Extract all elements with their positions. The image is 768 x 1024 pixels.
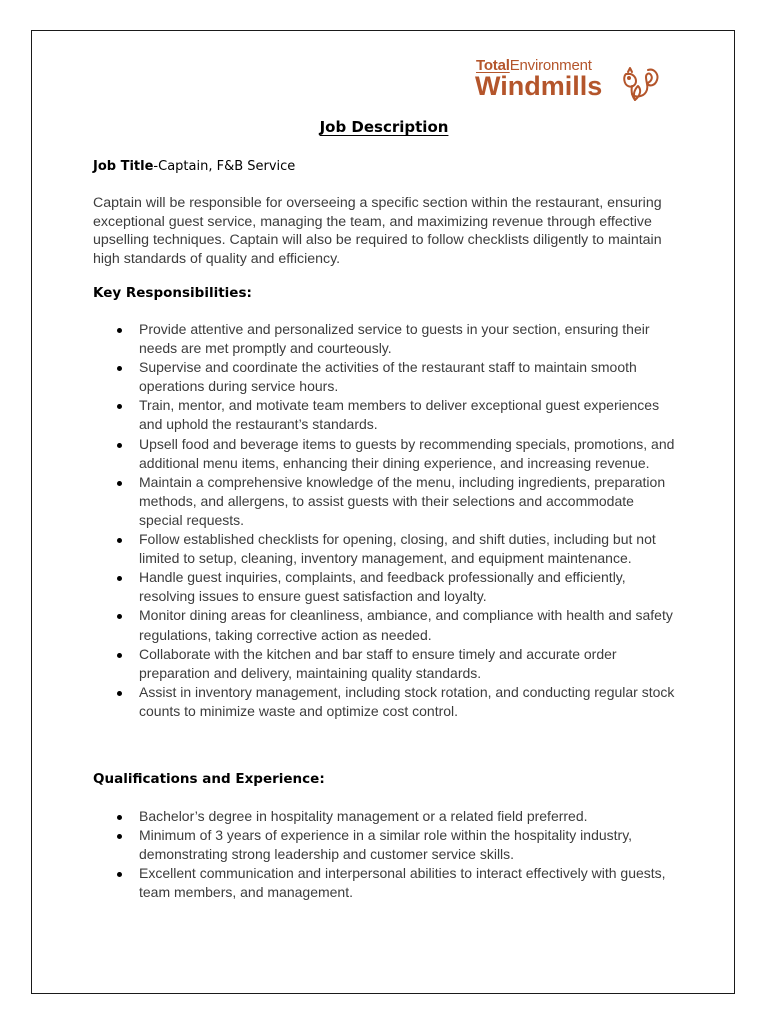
bullet-icon [117,691,122,696]
logo-wordmark-main: Windmills [475,71,603,101]
company-logo [470,52,670,118]
bullet-icon [117,872,122,877]
bullet-icon [117,443,122,448]
bullet-icon [117,614,122,619]
qualification-item: Bachelor’s degree in hospitality management or a related field preferred. [0,807,768,826]
responsibilities-list [0,320,768,721]
logo-wordmark-top: TotalEnvironment [476,57,592,74]
responsibility-item: Provide attentive and personalized service to guests in your section, ensuring their needs are met promptly and courteously. [0,320,768,358]
responsibility-item: Train, mentor, and motivate team members to deliver exceptional guest experiences and uphold the restaurant’s standards. [0,396,768,434]
job-title-line [93,159,295,174]
bullet-icon [117,404,122,409]
responsibility-item: Handle guest inquiries, complaints, and feedback professionally and efficiently, resolving issues to ensure guest satisfaction and loyalty. [0,568,768,606]
responsibility-item: Assist in inventory management, including stock rotation, and conducting regular stock counts to minimize waste and optimize cost control. [0,683,768,721]
responsibility-item: Upsell food and beverage items to guests by recommending specials, promotions, and additional menu items, enhancing their dining experience, and increasing revenue. [0,435,768,473]
qualification-item: Excellent communication and interpersonal abilities to interact effectively with guests, team members, and management. [0,864,768,902]
bullet-icon [117,481,122,486]
document-title: Job Description [319,118,449,136]
responsibility-item: Supervise and coordinate the activities of the restaurant staff to maintain smooth operations during service hours. [0,358,768,396]
bullet-icon [117,366,122,371]
qualifications-list [0,807,768,902]
qualifications-heading: Qualifications and Experience: [93,771,325,787]
bullet-icon [117,834,122,839]
bullet-icon [117,815,122,820]
responsibility-item: Maintain a comprehensive knowledge of the menu, including ingredients, preparation methods, and allergens, to assist guests with their selections and accommodate special requests. [0,473,768,530]
bullet-icon [117,328,122,333]
qualification-item: Minimum of 3 years of experience in a similar role within the hospitality industry, demonstrating strong leadership and customer service skills. [0,826,768,864]
bullet-icon [117,653,122,658]
bullet-icon [117,576,122,581]
squirrel-leaf-icon [618,60,662,104]
responsibilities-heading: Key Responsibilities: [93,285,252,301]
responsibility-item: Collaborate with the kitchen and bar staff to ensure timely and accurate order preparation and delivery, maintaining quality standards. [0,645,768,683]
job-title-label: Job Title [93,159,154,174]
responsibility-item: Follow established checklists for opening, closing, and shift duties, including but not limited to setup, cleaning, inventory management, and equipment maintenance. [0,530,768,568]
intro-paragraph: Captain will be responsible for overseeing a specific section within the restaurant, ensuring exceptional guest service, managing the team, and maximizing revenue through effective upselling techniques. Captain will also be required to follow checklists diligently to maintain high standards of quality and efficiency. [93,195,662,267]
responsibility-item: Monitor dining areas for cleanliness, ambiance, and compliance with health and safety regulations, taking corrective action as needed. [0,606,768,644]
bullet-icon [117,538,122,543]
job-title-value: -Captain, F&B Service [153,159,296,174]
